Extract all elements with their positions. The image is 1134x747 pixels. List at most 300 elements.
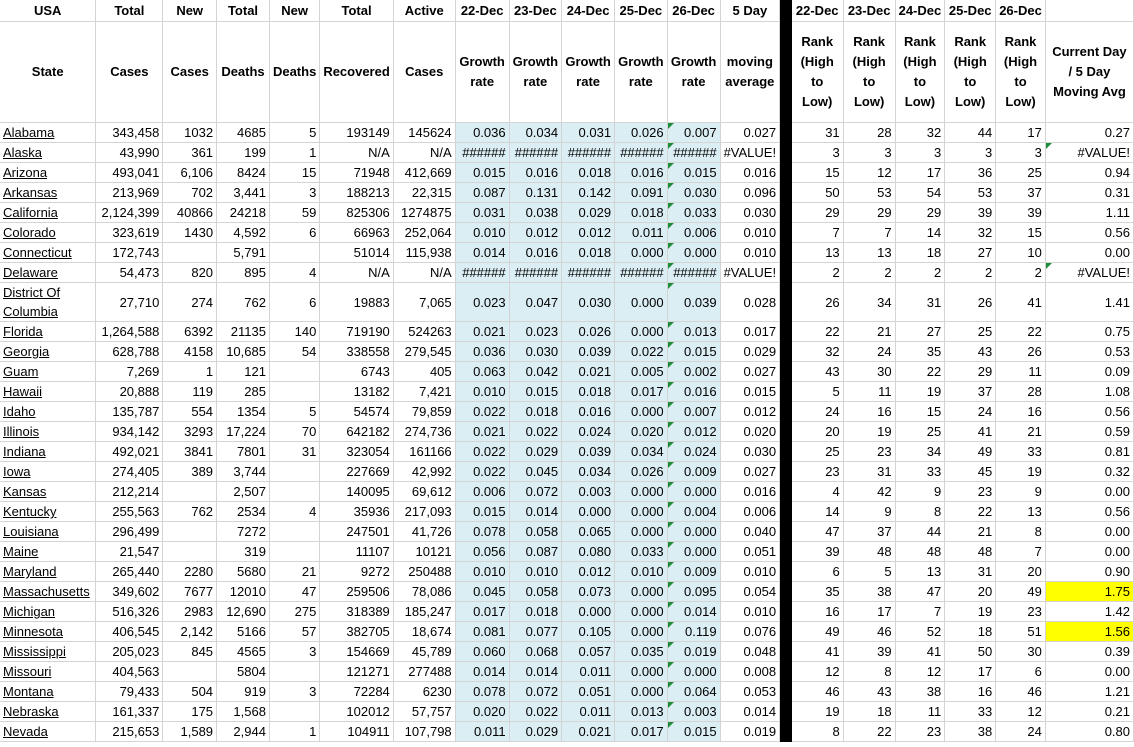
- cell-total-recovered[interactable]: 825306: [320, 203, 393, 223]
- cell-rank-25dec[interactable]: 2: [945, 263, 996, 283]
- cell-total-deaths[interactable]: 762: [217, 283, 270, 322]
- cell-rank-25dec[interactable]: 48: [945, 542, 996, 562]
- cell-current-over-avg[interactable]: 0.32: [1045, 462, 1133, 482]
- cell-rank-25dec[interactable]: 18: [945, 622, 996, 642]
- cell-divider[interactable]: [780, 462, 792, 482]
- cell-active-cases[interactable]: 277488: [393, 662, 455, 682]
- cell-state[interactable]: Kentucky: [0, 502, 96, 522]
- cell-rank-22dec[interactable]: 8: [791, 722, 843, 742]
- cell-growth-23dec[interactable]: 0.077: [509, 622, 562, 642]
- cell-active-cases[interactable]: N/A: [393, 263, 455, 283]
- cell-rank-26dec[interactable]: 16: [996, 402, 1046, 422]
- cell-rank-22dec[interactable]: 2: [791, 263, 843, 283]
- header-cell-new-deaths[interactable]: New: [269, 0, 319, 22]
- cell-new-deaths[interactable]: 3: [269, 682, 319, 702]
- cell-total-recovered[interactable]: 719190: [320, 322, 393, 342]
- cell-divider[interactable]: [780, 183, 792, 203]
- cell-active-cases[interactable]: 115,938: [393, 243, 455, 263]
- cell-rank-25dec[interactable]: 45: [945, 462, 996, 482]
- cell-total-recovered[interactable]: 247501: [320, 522, 393, 542]
- cell-active-cases[interactable]: 69,612: [393, 482, 455, 502]
- cell-rank-26dec[interactable]: 7: [996, 542, 1046, 562]
- cell-total-recovered[interactable]: 104911: [320, 722, 393, 742]
- cell-rank-23dec[interactable]: 46: [843, 622, 895, 642]
- cell-total-recovered[interactable]: 154669: [320, 642, 393, 662]
- cell-growth-25dec[interactable]: 0.000: [615, 602, 668, 622]
- cell-rank-25dec[interactable]: 44: [945, 123, 996, 143]
- cell-rank-26dec[interactable]: 25: [996, 163, 1046, 183]
- cell-total-cases[interactable]: 79,433: [96, 682, 163, 702]
- cell-growth-23dec[interactable]: ######: [509, 143, 562, 163]
- cell-new-deaths[interactable]: [269, 462, 319, 482]
- cell-divider[interactable]: [780, 422, 792, 442]
- cell-rank-25dec[interactable]: 22: [945, 502, 996, 522]
- cell-state[interactable]: Illinois: [0, 422, 96, 442]
- cell-growth-26dec[interactable]: 0.013: [667, 322, 720, 342]
- cell-rank-22dec[interactable]: 19: [791, 702, 843, 722]
- cell-current-over-avg[interactable]: 0.80: [1045, 722, 1133, 742]
- cell-total-recovered[interactable]: 188213: [320, 183, 393, 203]
- cell-rank-26dec[interactable]: 24: [996, 722, 1046, 742]
- cell-rank-26dec[interactable]: 9: [996, 482, 1046, 502]
- cell-growth-26dec[interactable]: 0.000: [667, 662, 720, 682]
- cell-total-recovered[interactable]: N/A: [320, 143, 393, 163]
- cell-rank-23dec[interactable]: 31: [843, 462, 895, 482]
- cell-total-cases[interactable]: 492,021: [96, 442, 163, 462]
- cell-growth-26dec[interactable]: 0.119: [667, 622, 720, 642]
- header-cell-divider[interactable]: [780, 0, 792, 22]
- cell-growth-25dec[interactable]: 0.000: [615, 243, 668, 263]
- cell-current-over-avg[interactable]: 1.41: [1045, 283, 1133, 322]
- cell-moving-average[interactable]: 0.010: [720, 223, 780, 243]
- cell-rank-24dec[interactable]: 27: [895, 322, 945, 342]
- cell-current-over-avg[interactable]: 0.59: [1045, 422, 1133, 442]
- cell-state[interactable]: Arizona: [0, 163, 96, 183]
- cell-moving-average[interactable]: 0.096: [720, 183, 780, 203]
- cell-state[interactable]: Louisiana: [0, 522, 96, 542]
- header-cell-growth-26dec[interactable]: Growth rate: [667, 22, 720, 123]
- cell-state[interactable]: Kansas: [0, 482, 96, 502]
- cell-moving-average[interactable]: 0.008: [720, 662, 780, 682]
- cell-new-deaths[interactable]: 57: [269, 622, 319, 642]
- cell-moving-average[interactable]: 0.027: [720, 462, 780, 482]
- cell-active-cases[interactable]: 7,065: [393, 283, 455, 322]
- cell-rank-22dec[interactable]: 29: [791, 203, 843, 223]
- cell-growth-23dec[interactable]: 0.042: [509, 362, 562, 382]
- cell-growth-23dec[interactable]: 0.045: [509, 462, 562, 482]
- cell-growth-24dec[interactable]: 0.065: [562, 522, 615, 542]
- cell-total-cases[interactable]: 323,619: [96, 223, 163, 243]
- cell-total-recovered[interactable]: 66963: [320, 223, 393, 243]
- cell-total-deaths[interactable]: 5680: [217, 562, 270, 582]
- cell-rank-23dec[interactable]: 24: [843, 342, 895, 362]
- cell-total-recovered[interactable]: N/A: [320, 263, 393, 283]
- cell-current-over-avg[interactable]: 0.00: [1045, 542, 1133, 562]
- cell-rank-25dec[interactable]: 36: [945, 163, 996, 183]
- cell-new-deaths[interactable]: [269, 362, 319, 382]
- cell-new-cases[interactable]: [163, 662, 217, 682]
- cell-new-deaths[interactable]: 54: [269, 342, 319, 362]
- cell-total-cases[interactable]: 493,041: [96, 163, 163, 183]
- cell-state[interactable]: Massachusetts: [0, 582, 96, 602]
- cell-state[interactable]: Georgia: [0, 342, 96, 362]
- cell-total-cases[interactable]: 135,787: [96, 402, 163, 422]
- cell-moving-average[interactable]: 0.028: [720, 283, 780, 322]
- cell-active-cases[interactable]: 217,093: [393, 502, 455, 522]
- cell-growth-24dec[interactable]: 0.026: [562, 322, 615, 342]
- cell-rank-25dec[interactable]: 39: [945, 203, 996, 223]
- cell-growth-22dec[interactable]: 0.020: [455, 702, 509, 722]
- cell-rank-26dec[interactable]: 11: [996, 362, 1046, 382]
- cell-active-cases[interactable]: 45,789: [393, 642, 455, 662]
- cell-growth-22dec[interactable]: 0.023: [455, 283, 509, 322]
- cell-growth-24dec[interactable]: 0.003: [562, 482, 615, 502]
- cell-active-cases[interactable]: 274,736: [393, 422, 455, 442]
- header-cell-rank-25dec[interactable]: 25-Dec: [945, 0, 996, 22]
- cell-current-over-avg[interactable]: 0.00: [1045, 482, 1133, 502]
- cell-total-cases[interactable]: 161,337: [96, 702, 163, 722]
- cell-state[interactable]: Maryland: [0, 562, 96, 582]
- cell-new-deaths[interactable]: 3: [269, 183, 319, 203]
- cell-growth-24dec[interactable]: 0.080: [562, 542, 615, 562]
- cell-total-cases[interactable]: 213,969: [96, 183, 163, 203]
- cell-total-cases[interactable]: 296,499: [96, 522, 163, 542]
- cell-active-cases[interactable]: 6230: [393, 682, 455, 702]
- cell-growth-23dec[interactable]: ######: [509, 263, 562, 283]
- cell-rank-23dec[interactable]: 42: [843, 482, 895, 502]
- cell-total-deaths[interactable]: 7801: [217, 442, 270, 462]
- cell-rank-23dec[interactable]: 12: [843, 163, 895, 183]
- cell-growth-24dec[interactable]: 0.031: [562, 123, 615, 143]
- cell-growth-24dec[interactable]: 0.012: [562, 223, 615, 243]
- cell-growth-22dec[interactable]: 0.045: [455, 582, 509, 602]
- cell-growth-23dec[interactable]: 0.018: [509, 402, 562, 422]
- cell-rank-26dec[interactable]: 39: [996, 203, 1046, 223]
- cell-growth-24dec[interactable]: 0.034: [562, 462, 615, 482]
- cell-rank-23dec[interactable]: 37: [843, 522, 895, 542]
- cell-new-cases[interactable]: 2,142: [163, 622, 217, 642]
- cell-current-over-avg[interactable]: 1.11: [1045, 203, 1133, 223]
- cell-total-recovered[interactable]: 51014: [320, 243, 393, 263]
- cell-growth-25dec[interactable]: ######: [615, 263, 668, 283]
- cell-active-cases[interactable]: 78,086: [393, 582, 455, 602]
- cell-total-cases[interactable]: 343,458: [96, 123, 163, 143]
- cell-new-cases[interactable]: 175: [163, 702, 217, 722]
- cell-rank-24dec[interactable]: 8: [895, 502, 945, 522]
- cell-growth-26dec[interactable]: 0.033: [667, 203, 720, 223]
- cell-rank-22dec[interactable]: 16: [791, 602, 843, 622]
- cell-growth-22dec[interactable]: 0.060: [455, 642, 509, 662]
- cell-state[interactable]: California: [0, 203, 96, 223]
- cell-rank-23dec[interactable]: 22: [843, 722, 895, 742]
- cell-total-deaths[interactable]: 17,224: [217, 422, 270, 442]
- cell-moving-average[interactable]: 0.017: [720, 322, 780, 342]
- cell-moving-average[interactable]: 0.016: [720, 482, 780, 502]
- cell-new-cases[interactable]: [163, 243, 217, 263]
- cell-growth-22dec[interactable]: 0.036: [455, 342, 509, 362]
- header-cell-total-recovered[interactable]: Recovered: [320, 22, 393, 123]
- cell-growth-25dec[interactable]: 0.000: [615, 682, 668, 702]
- cell-growth-26dec[interactable]: 0.009: [667, 462, 720, 482]
- cell-rank-25dec[interactable]: 21: [945, 522, 996, 542]
- cell-growth-24dec[interactable]: 0.018: [562, 243, 615, 263]
- cell-total-recovered[interactable]: 193149: [320, 123, 393, 143]
- header-cell-growth-22dec[interactable]: 22-Dec: [455, 0, 509, 22]
- cell-rank-22dec[interactable]: 13: [791, 243, 843, 263]
- cell-moving-average[interactable]: 0.006: [720, 502, 780, 522]
- cell-growth-26dec[interactable]: 0.007: [667, 402, 720, 422]
- cell-rank-24dec[interactable]: 31: [895, 283, 945, 322]
- cell-new-deaths[interactable]: 31: [269, 442, 319, 462]
- cell-divider[interactable]: [780, 123, 792, 143]
- cell-new-cases[interactable]: 6,106: [163, 163, 217, 183]
- cell-total-deaths[interactable]: 1,568: [217, 702, 270, 722]
- cell-growth-22dec[interactable]: 0.022: [455, 442, 509, 462]
- cell-growth-25dec[interactable]: 0.017: [615, 382, 668, 402]
- cell-growth-26dec[interactable]: 0.019: [667, 642, 720, 662]
- cell-rank-23dec[interactable]: 29: [843, 203, 895, 223]
- cell-growth-22dec[interactable]: 0.006: [455, 482, 509, 502]
- cell-state[interactable]: Maine: [0, 542, 96, 562]
- cell-new-cases[interactable]: 1430: [163, 223, 217, 243]
- cell-rank-25dec[interactable]: 27: [945, 243, 996, 263]
- cell-growth-26dec[interactable]: 0.009: [667, 562, 720, 582]
- cell-new-deaths[interactable]: [269, 382, 319, 402]
- cell-growth-26dec[interactable]: 0.095: [667, 582, 720, 602]
- header-cell-rank-23dec[interactable]: 23-Dec: [843, 0, 895, 22]
- cell-total-deaths[interactable]: 5166: [217, 622, 270, 642]
- cell-rank-24dec[interactable]: 34: [895, 442, 945, 462]
- cell-total-deaths[interactable]: 121: [217, 362, 270, 382]
- cell-growth-23dec[interactable]: 0.014: [509, 662, 562, 682]
- cell-growth-22dec[interactable]: ######: [455, 143, 509, 163]
- cell-growth-24dec[interactable]: 0.016: [562, 402, 615, 422]
- cell-total-deaths[interactable]: 24218: [217, 203, 270, 223]
- cell-growth-24dec[interactable]: 0.018: [562, 382, 615, 402]
- cell-current-over-avg[interactable]: 0.00: [1045, 662, 1133, 682]
- cell-total-deaths[interactable]: 2534: [217, 502, 270, 522]
- cell-divider[interactable]: [780, 143, 792, 163]
- cell-moving-average[interactable]: 0.015: [720, 382, 780, 402]
- cell-new-deaths[interactable]: [269, 702, 319, 722]
- cell-rank-26dec[interactable]: 6: [996, 662, 1046, 682]
- cell-state[interactable]: Idaho: [0, 402, 96, 422]
- cell-growth-24dec[interactable]: ######: [562, 143, 615, 163]
- cell-total-recovered[interactable]: 19883: [320, 283, 393, 322]
- cell-growth-25dec[interactable]: 0.000: [615, 502, 668, 522]
- cell-rank-24dec[interactable]: 14: [895, 223, 945, 243]
- cell-rank-24dec[interactable]: 41: [895, 642, 945, 662]
- cell-rank-24dec[interactable]: 7: [895, 602, 945, 622]
- header-cell-moving-average[interactable]: 5 Day: [720, 0, 780, 22]
- cell-growth-23dec[interactable]: 0.038: [509, 203, 562, 223]
- cell-growth-25dec[interactable]: 0.022: [615, 342, 668, 362]
- cell-growth-26dec[interactable]: 0.004: [667, 502, 720, 522]
- cell-growth-26dec[interactable]: 0.064: [667, 682, 720, 702]
- cell-new-cases[interactable]: 3841: [163, 442, 217, 462]
- cell-rank-26dec[interactable]: 12: [996, 702, 1046, 722]
- header-cell-state[interactable]: State: [0, 22, 96, 123]
- cell-new-deaths[interactable]: 275: [269, 602, 319, 622]
- cell-growth-23dec[interactable]: 0.072: [509, 682, 562, 702]
- cell-rank-23dec[interactable]: 8: [843, 662, 895, 682]
- cell-rank-24dec[interactable]: 17: [895, 163, 945, 183]
- header-cell-rank-22dec[interactable]: Rank (High to Low): [791, 22, 843, 123]
- cell-rank-25dec[interactable]: 29: [945, 362, 996, 382]
- cell-rank-26dec[interactable]: 21: [996, 422, 1046, 442]
- cell-divider[interactable]: [780, 702, 792, 722]
- cell-rank-24dec[interactable]: 2: [895, 263, 945, 283]
- cell-growth-25dec[interactable]: 0.035: [615, 642, 668, 662]
- cell-state[interactable]: Minnesota: [0, 622, 96, 642]
- cell-total-cases[interactable]: 404,563: [96, 662, 163, 682]
- cell-new-cases[interactable]: 845: [163, 642, 217, 662]
- cell-rank-26dec[interactable]: 15: [996, 223, 1046, 243]
- cell-total-cases[interactable]: 406,545: [96, 622, 163, 642]
- cell-rank-23dec[interactable]: 43: [843, 682, 895, 702]
- header-cell-growth-23dec[interactable]: Growth rate: [509, 22, 562, 123]
- header-cell-current-over-avg[interactable]: [1045, 0, 1133, 22]
- cell-total-cases[interactable]: 215,653: [96, 722, 163, 742]
- cell-growth-22dec[interactable]: 0.021: [455, 422, 509, 442]
- cell-growth-23dec[interactable]: 0.034: [509, 123, 562, 143]
- cell-total-deaths[interactable]: 2,507: [217, 482, 270, 502]
- cell-total-deaths[interactable]: 199: [217, 143, 270, 163]
- cell-growth-26dec[interactable]: 0.030: [667, 183, 720, 203]
- cell-rank-26dec[interactable]: 17: [996, 123, 1046, 143]
- cell-growth-22dec[interactable]: 0.031: [455, 203, 509, 223]
- cell-rank-22dec[interactable]: 15: [791, 163, 843, 183]
- cell-new-cases[interactable]: 361: [163, 143, 217, 163]
- cell-growth-23dec[interactable]: 0.023: [509, 322, 562, 342]
- cell-rank-25dec[interactable]: 31: [945, 562, 996, 582]
- cell-new-deaths[interactable]: 59: [269, 203, 319, 223]
- cell-current-over-avg[interactable]: 1.56: [1045, 622, 1133, 642]
- cell-growth-24dec[interactable]: 0.000: [562, 502, 615, 522]
- cell-current-over-avg[interactable]: 0.56: [1045, 402, 1133, 422]
- cell-total-cases[interactable]: 54,473: [96, 263, 163, 283]
- cell-moving-average[interactable]: 0.020: [720, 422, 780, 442]
- cell-new-cases[interactable]: 1,589: [163, 722, 217, 742]
- cell-rank-22dec[interactable]: 25: [791, 442, 843, 462]
- cell-moving-average[interactable]: 0.051: [720, 542, 780, 562]
- cell-divider[interactable]: [780, 602, 792, 622]
- cell-growth-24dec[interactable]: 0.057: [562, 642, 615, 662]
- cell-rank-24dec[interactable]: 25: [895, 422, 945, 442]
- cell-rank-22dec[interactable]: 24: [791, 402, 843, 422]
- cell-rank-26dec[interactable]: 20: [996, 562, 1046, 582]
- cell-growth-23dec[interactable]: 0.029: [509, 722, 562, 742]
- cell-growth-25dec[interactable]: 0.026: [615, 462, 668, 482]
- cell-total-recovered[interactable]: 6743: [320, 362, 393, 382]
- header-cell-total-deaths[interactable]: Deaths: [217, 22, 270, 123]
- cell-growth-25dec[interactable]: 0.026: [615, 123, 668, 143]
- cell-total-cases[interactable]: 934,142: [96, 422, 163, 442]
- cell-rank-23dec[interactable]: 5: [843, 562, 895, 582]
- cell-new-cases[interactable]: 274: [163, 283, 217, 322]
- cell-rank-24dec[interactable]: 11: [895, 702, 945, 722]
- cell-rank-26dec[interactable]: 23: [996, 602, 1046, 622]
- cell-state[interactable]: Michigan: [0, 602, 96, 622]
- cell-rank-24dec[interactable]: 52: [895, 622, 945, 642]
- cell-total-deaths[interactable]: 7272: [217, 522, 270, 542]
- cell-current-over-avg[interactable]: 0.00: [1045, 522, 1133, 542]
- cell-growth-26dec[interactable]: 0.014: [667, 602, 720, 622]
- cell-total-deaths[interactable]: 10,685: [217, 342, 270, 362]
- cell-rank-22dec[interactable]: 39: [791, 542, 843, 562]
- cell-rank-25dec[interactable]: 17: [945, 662, 996, 682]
- cell-new-deaths[interactable]: 70: [269, 422, 319, 442]
- cell-current-over-avg[interactable]: 0.31: [1045, 183, 1133, 203]
- cell-rank-22dec[interactable]: 7: [791, 223, 843, 243]
- cell-divider[interactable]: [780, 622, 792, 642]
- cell-growth-23dec[interactable]: 0.087: [509, 542, 562, 562]
- cell-rank-22dec[interactable]: 4: [791, 482, 843, 502]
- cell-rank-25dec[interactable]: 33: [945, 702, 996, 722]
- cell-growth-24dec[interactable]: 0.039: [562, 342, 615, 362]
- cell-total-cases[interactable]: 1,264,588: [96, 322, 163, 342]
- cell-rank-24dec[interactable]: 12: [895, 662, 945, 682]
- cell-growth-25dec[interactable]: 0.000: [615, 662, 668, 682]
- cell-new-deaths[interactable]: 21: [269, 562, 319, 582]
- cell-divider[interactable]: [780, 582, 792, 602]
- cell-total-cases[interactable]: 255,563: [96, 502, 163, 522]
- cell-total-deaths[interactable]: 4,592: [217, 223, 270, 243]
- cell-current-over-avg[interactable]: 0.53: [1045, 342, 1133, 362]
- cell-rank-26dec[interactable]: 33: [996, 442, 1046, 462]
- cell-growth-26dec[interactable]: 0.015: [667, 722, 720, 742]
- cell-current-over-avg[interactable]: #VALUE!: [1045, 143, 1133, 163]
- cell-growth-24dec[interactable]: 0.039: [562, 442, 615, 462]
- cell-growth-24dec[interactable]: 0.029: [562, 203, 615, 223]
- cell-rank-25dec[interactable]: 37: [945, 382, 996, 402]
- cell-growth-23dec[interactable]: 0.022: [509, 422, 562, 442]
- cell-active-cases[interactable]: 57,757: [393, 702, 455, 722]
- header-cell-moving-average[interactable]: moving average: [720, 22, 780, 123]
- cell-growth-25dec[interactable]: 0.000: [615, 622, 668, 642]
- cell-rank-25dec[interactable]: 20: [945, 582, 996, 602]
- cell-total-recovered[interactable]: 121271: [320, 662, 393, 682]
- cell-total-recovered[interactable]: 323054: [320, 442, 393, 462]
- cell-rank-24dec[interactable]: 18: [895, 243, 945, 263]
- cell-new-cases[interactable]: 7677: [163, 582, 217, 602]
- cell-moving-average[interactable]: 0.054: [720, 582, 780, 602]
- cell-state[interactable]: Guam: [0, 362, 96, 382]
- cell-growth-26dec[interactable]: 0.000: [667, 243, 720, 263]
- cell-growth-22dec[interactable]: 0.010: [455, 562, 509, 582]
- cell-divider[interactable]: [780, 342, 792, 362]
- cell-state[interactable]: Indiana: [0, 442, 96, 462]
- cell-rank-26dec[interactable]: 13: [996, 502, 1046, 522]
- cell-current-over-avg[interactable]: 1.21: [1045, 682, 1133, 702]
- cell-rank-25dec[interactable]: 16: [945, 682, 996, 702]
- header-cell-total-cases[interactable]: Total: [96, 0, 163, 22]
- cell-new-cases[interactable]: [163, 542, 217, 562]
- cell-rank-26dec[interactable]: 28: [996, 382, 1046, 402]
- cell-growth-22dec[interactable]: 0.010: [455, 223, 509, 243]
- cell-growth-25dec[interactable]: 0.000: [615, 322, 668, 342]
- header-cell-state[interactable]: USA: [0, 0, 96, 22]
- cell-rank-26dec[interactable]: 51: [996, 622, 1046, 642]
- cell-total-recovered[interactable]: 72284: [320, 682, 393, 702]
- cell-divider[interactable]: [780, 482, 792, 502]
- cell-rank-22dec[interactable]: 22: [791, 322, 843, 342]
- cell-rank-22dec[interactable]: 43: [791, 362, 843, 382]
- cell-new-deaths[interactable]: 5: [269, 402, 319, 422]
- cell-growth-23dec[interactable]: 0.131: [509, 183, 562, 203]
- cell-rank-22dec[interactable]: 12: [791, 662, 843, 682]
- cell-growth-22dec[interactable]: 0.056: [455, 542, 509, 562]
